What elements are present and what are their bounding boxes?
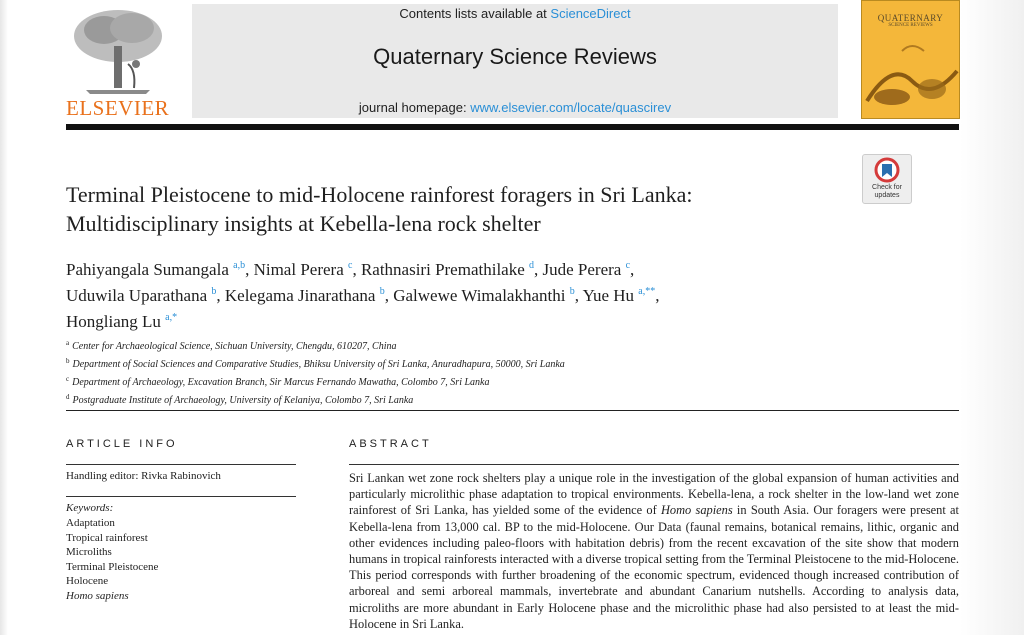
author-list: Pahiyangala Sumangala $^{a,b}$, Nimal Perera $^c$, Rathnasiri Premathilake $^d$, Jude Perera $^c$, Uduwila Uparathana $^b$, Kelegama Jinarathana $^b$, Galwewe Wimalakhanthi $^b$, Yue Hu $^{a,**}$, Hongliang Lu $^{a,*}$ (66, 260, 660, 331)
author-name[interactable]: Galwewe Wimalakhanthi (393, 286, 566, 305)
contents-prefix: Contents lists available at (399, 6, 551, 21)
check-for-updates-button[interactable] (862, 154, 912, 204)
keywords-heading: Keywords: (66, 502, 114, 514)
author-name[interactable]: Rathnasiri Premathilake (360, 260, 525, 279)
elsevier-wordmark: ELSEVIER (66, 96, 170, 120)
keyword-item: Adaptation (66, 517, 115, 529)
affiliation-item: $^c$ Department of Archaeology, Excavation Branch, Sir Marcus Fernando Mawatha, Colombo 7, Sri Lanka (66, 375, 490, 388)
article-info-divider (66, 464, 296, 465)
keyword-item: Homo sapiens (66, 589, 129, 602)
header-divider (66, 124, 959, 130)
title-line-2: Multidisciplinary insights at Kebella-lena rock shelter (66, 211, 541, 236)
journal-homepage-line (192, 100, 838, 115)
affiliation-item: $^d$ Postgraduate Institute of Archaeology, University of Kelaniya, Colombo 7, Sri Lanka (66, 393, 414, 406)
bookmark-icon (863, 157, 911, 187)
author-affil-sup[interactable]: b (569, 286, 575, 297)
cover-subtitle: SCIENCE REVIEWS (888, 23, 933, 28)
section-divider (66, 410, 959, 411)
cover-art (862, 1, 959, 118)
author-affil-sup[interactable]: a,** (638, 286, 656, 297)
keyword-item: Terminal Pleistocene (66, 560, 159, 573)
affiliation-list (66, 336, 866, 408)
keyword-item: Holocene (66, 575, 109, 588)
article-title (66, 180, 846, 238)
journal-homepage-link[interactable]: www.elsevier.com/locate/quascirev (470, 100, 672, 115)
check-for-updates-label: Check for updates (872, 184, 902, 199)
author-affil-sup[interactable]: c (625, 260, 631, 271)
keyword-item: Microliths (66, 546, 112, 559)
author-affil-sup[interactable]: c (347, 260, 353, 271)
page-edge-shadow-right (960, 0, 1024, 635)
homepage-prefix: journal homepage: (358, 100, 471, 115)
article-info-heading: ARTICLE INFO (66, 438, 178, 450)
author-affil-sup[interactable]: a,b (233, 260, 246, 271)
journal-cover-image (861, 0, 960, 119)
author-affil-sup[interactable]: b (211, 286, 217, 297)
author-name[interactable]: Pahiyangala Sumangala (66, 260, 229, 279)
page-edge-shadow (0, 0, 8, 635)
title-line-1: Terminal Pleistocene to mid-Holocene rainforest foragers in Sri Lanka: (66, 182, 693, 207)
journal-name[interactable]: Quaternary Science Reviews (373, 44, 657, 69)
author-name[interactable]: Yue Hu (582, 286, 635, 305)
journal-banner (192, 4, 838, 118)
keywords-list (66, 516, 158, 604)
keyword-item: Tropical rainforest (66, 531, 148, 544)
cover-title: QUATERNARY (877, 13, 944, 23)
abstract-divider (349, 464, 959, 465)
author-name[interactable]: Uduwila Uparathana (66, 286, 208, 305)
sciencedirect-link[interactable]: ScienceDirect (550, 6, 631, 21)
article-info-divider (66, 496, 296, 497)
author-name[interactable]: Nimal Perera (253, 260, 344, 279)
contents-line (192, 6, 838, 21)
author-name[interactable]: Jude Perera (542, 260, 622, 279)
abstract-heading: ABSTRACT (349, 438, 432, 450)
author-name[interactable]: Hongliang Lu (66, 312, 161, 331)
affiliation-item: $^a$ Center for Archaeological Science, Sichuan University, Chengdu, 610207, China (66, 339, 397, 352)
affiliation-item: $^b$ Department of Social Sciences and Comparative Studies, Bhiksu University of Sri Lanka, Anuradhapura, 50000, Sri Lanka (66, 357, 565, 370)
author-affil-sup[interactable]: a,* (165, 312, 178, 323)
handling-editor: Handling editor: Rivka Rabinovich (66, 470, 221, 482)
author-affil-sup[interactable]: b (379, 286, 385, 297)
author-name[interactable]: Kelegama Jinarathana (224, 286, 376, 305)
author-affil-sup[interactable]: d (529, 260, 535, 271)
abstract-text: Sri Lankan wet zone rock shelters play a unique role in the investigation of the global expansion of human activities and particularly microlithic phase adaptation to tropical environments. Kebella-lena, a rock shelter in the low-land wet zone rainforest of Sri Lanka, has yielded some of the evidence of Homo sapiens in South Asia. Our foragers were present at Kebella-lena from 13,000 cal. BP to the mid-Holocene. Our Data (faunal remains, botanical remains, lithic, organic and other evidences including paleo-floors with habitation debris) from the recent excavation of the site show that modern humans in tropical rainforests interacted with a diverse tropical setting from the Terminal Pleistocene to the mid-Holocene. This period corresponds with further broadening of the economic spectrum, evidenced though increased contribution of arboreal and semi arboreal mammals, invertebrate and abundant Canarium nutshells. According to analysis data, microliths are more abundant in Early Holocene phase and the microlithic phase had also persisted to at least the mid- Holocene in Sri Lanka. (349, 471, 959, 631)
